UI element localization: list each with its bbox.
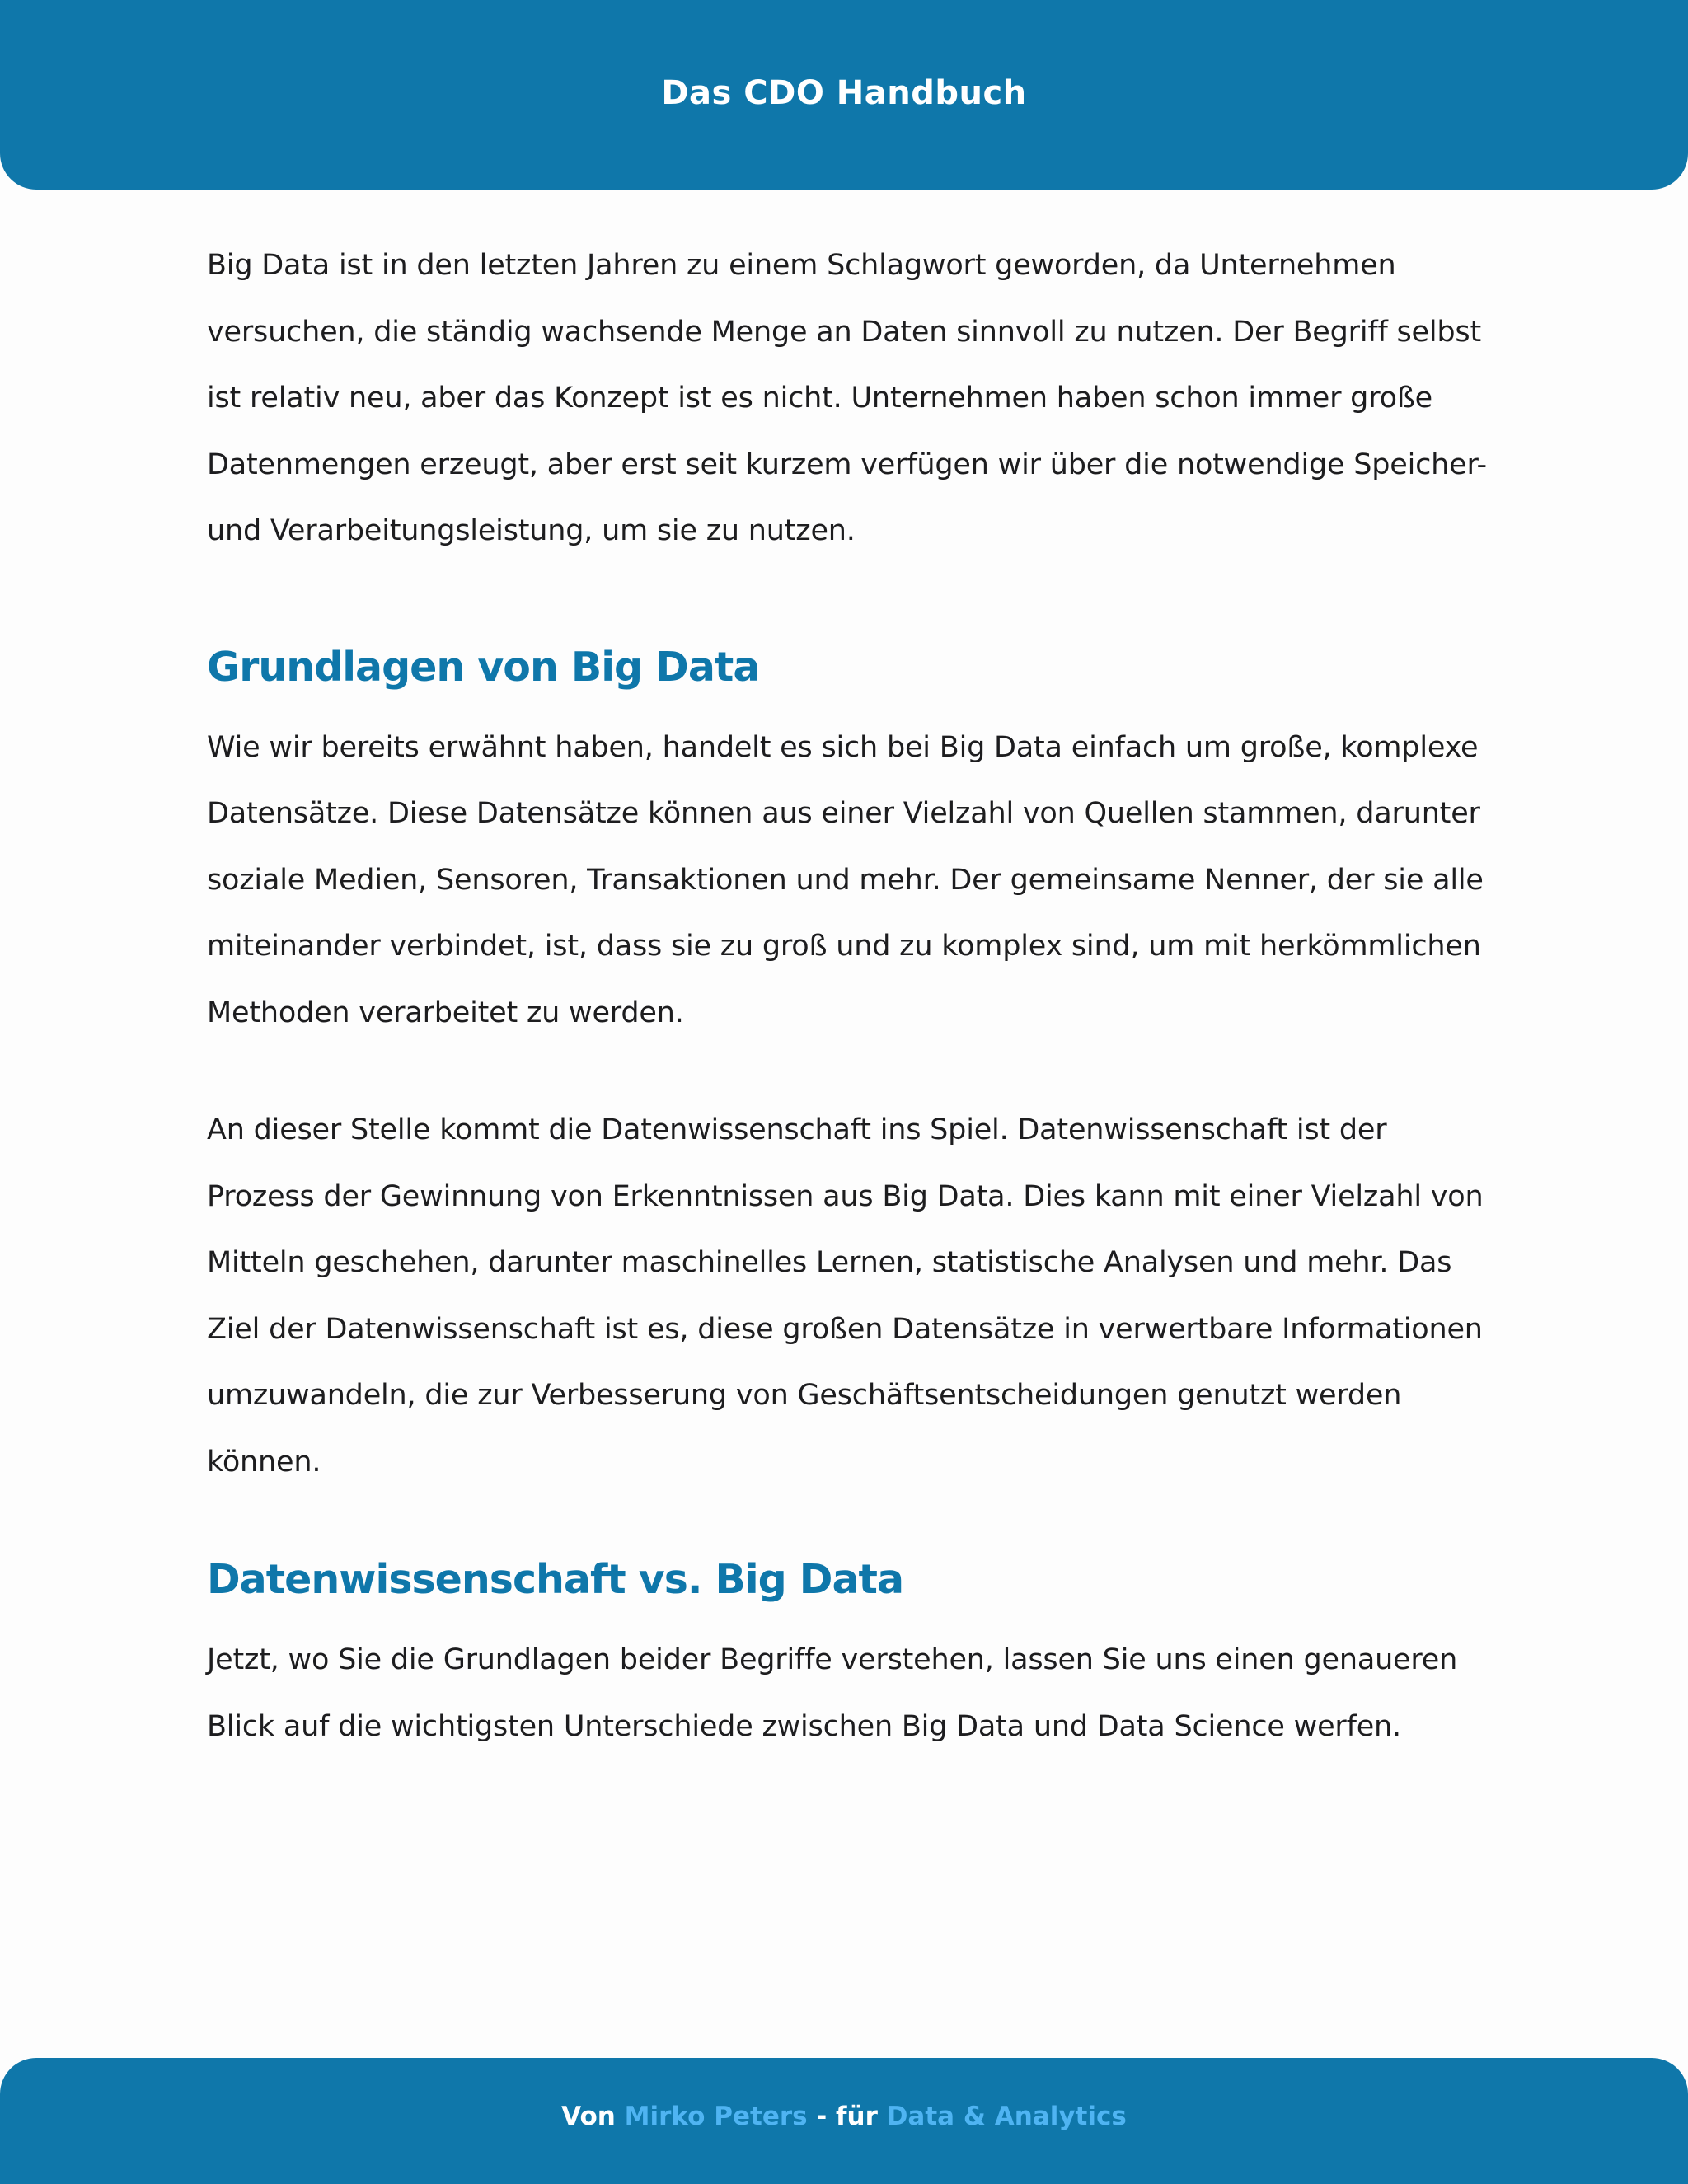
header-title: Das CDO Handbuch (661, 74, 1027, 112)
section-heading-grundlagen: Grundlagen von Big Data (207, 643, 760, 691)
main-content (207, 232, 1493, 1760)
intro-paragraph: Big Data ist in den letzten Jahren zu einem Schlagwort geworden, da Unternehmen versuchen, die ständig wachsende Menge an Daten sinnvoll zu nutzen. Der Begriff selbst ist relativ neu, aber das Konzept ist es nicht. Unternehmen haben schon immer große Datenmengen erzeugt, aber erst seit kurzem verfügen wir über die notwendige Speicher- und Verarbeitungsleistung, um sie zu nutzen. (207, 249, 1487, 547)
footer-prefix: Von (561, 2102, 625, 2131)
section1-paragraph-2: An dieser Stelle kommt die Datenwissenschaft ins Spiel. Datenwissenschaft ist der Prozess der Gewinnung von Erkenntnissen aus Big Data. Dies kann mit einer Vielzahl von Mitteln geschehen, darunter maschinelles Lernen, statistische Analysen und mehr. Das Ziel der Datenwissenschaft ist es, diese großen Datensätze in verwertbare Informationen umzuwandeln, die zur Verbesserung von Geschäftsentscheidungen genutzt werden können. (207, 1113, 1484, 1479)
footer-credit (0, 2096, 1688, 2137)
page-footer (0, 2058, 1688, 2184)
footer-separator: - für (807, 2102, 887, 2131)
section-heading-vergleich: Datenwissenschaft vs. Big Data (207, 1556, 904, 1603)
section1-paragraph-1: Wie wir bereits erwähnt haben, handelt es sich bei Big Data einfach um große, komplexe Datensätze. Diese Datensätze können aus einer Vielzahl von Quellen stammen, darunter soziale Medien, Sensoren, Transaktionen und mehr. Der gemeinsame Nenner, der sie alle miteinander verbindet, ist, dass sie zu groß und zu komplex sind, um mit herkömmlichen Methoden verarbeitet zu werden. (207, 730, 1484, 1029)
section2-paragraph-1: Jetzt, wo Sie die Grundlagen beider Begriffe verstehen, lassen Sie uns einen genaueren Blick auf die wichtigsten Unterschiede zwischen Big Data und Data Science werfen. (207, 1643, 1458, 1743)
page-header (0, 0, 1688, 190)
footer-author-link[interactable]: Mirko Peters (624, 2102, 808, 2131)
footer-category-link[interactable]: Data & Analytics (886, 2102, 1127, 2131)
